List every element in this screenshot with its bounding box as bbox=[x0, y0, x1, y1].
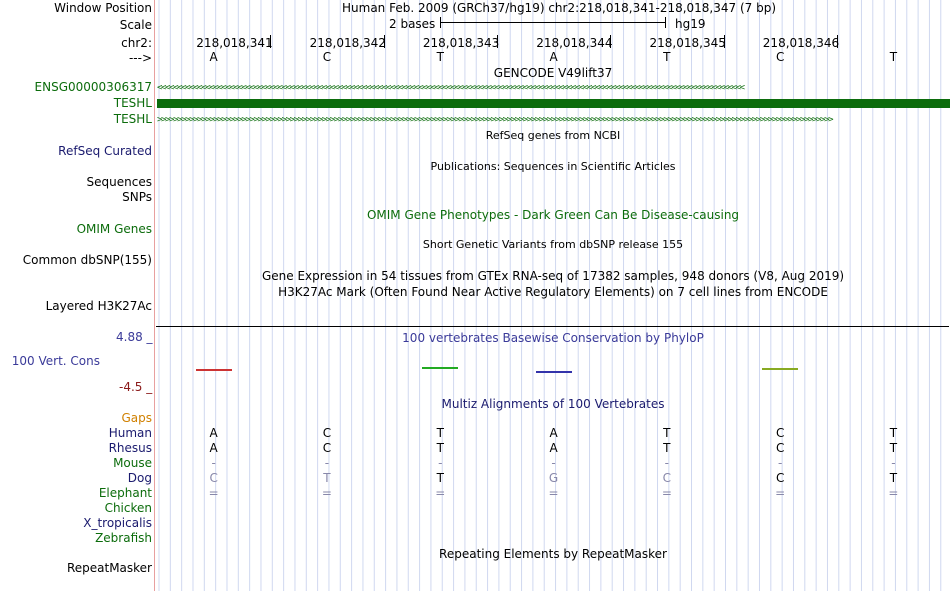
dbsnp-track-title: Short Genetic Variants from dbSNP release 155 bbox=[422, 238, 684, 251]
multiz-species-label[interactable]: Elephant bbox=[98, 486, 152, 500]
multiz-species-label[interactable]: Human bbox=[108, 426, 152, 440]
multiz-base: T bbox=[889, 441, 898, 455]
gtex-track-title: Gene Expression in 54 tissues from GTEx RNA-seq of 17382 samples, 948 donors (V8, Aug 2019) bbox=[261, 269, 845, 283]
conservation-mark bbox=[762, 368, 798, 370]
omim-label[interactable]: OMIM Genes bbox=[76, 222, 152, 236]
multiz-species-label[interactable]: X_tropicalis bbox=[83, 516, 152, 530]
gencode-feature-teshl-exon[interactable] bbox=[157, 99, 950, 108]
conservation-max-label: 4.88 _ bbox=[116, 330, 153, 344]
multiz-base: T bbox=[323, 471, 331, 485]
multiz-base: A bbox=[549, 441, 558, 455]
multiz-base: C bbox=[209, 471, 218, 485]
ruler-position: 218,018,343 bbox=[422, 36, 500, 50]
multiz-base: A bbox=[209, 426, 218, 440]
reference-base[interactable]: A bbox=[209, 50, 218, 64]
multiz-base: - bbox=[891, 456, 896, 470]
multiz-species-label[interactable]: Mouse bbox=[113, 456, 152, 470]
dbsnp-label[interactable]: Common dbSNP(155) bbox=[22, 253, 152, 267]
chrom-label[interactable]: chr2: bbox=[121, 36, 152, 50]
label-panel-divider bbox=[154, 0, 155, 591]
multiz-species-label[interactable]: Rhesus bbox=[108, 441, 152, 455]
conservation-mark bbox=[536, 371, 572, 373]
multiz-base: T bbox=[436, 471, 444, 485]
conservation-track-title: 100 vertebrates Basewise Conservation by PhyloP bbox=[402, 331, 704, 345]
conservation-min-label: -4.5 _ bbox=[119, 380, 153, 394]
multiz-base: = bbox=[888, 486, 899, 500]
gencode-track-title: GENCODE V49lift37 bbox=[493, 66, 613, 80]
multiz-base: = bbox=[775, 486, 786, 500]
scale-label: Scale bbox=[119, 18, 152, 32]
multiz-base: C bbox=[775, 471, 785, 485]
gencode-feature-reverse[interactable]: <<<<<<<<<<<<<<<<<<<<<<<<<<<<<<<<<<<<<<<<<<<<<<<<<<<<<<<<<<<<<<<<<<<<<<<<<<<<<<<<<<<<<<<<<<<<<<<<<<<<<<<<<<<<<<<<<<<<<<<<<<<<<<<<<<<<<<<<<<<<<<<<<< bbox=[157, 83, 744, 93]
omim-track-title: OMIM Gene Phenotypes - Dark Green Can Be Disease-causing bbox=[366, 208, 740, 222]
reference-base[interactable]: A bbox=[549, 50, 558, 64]
gencode-label-teshl-2[interactable]: TESHL bbox=[113, 112, 152, 126]
reference-base[interactable]: C bbox=[775, 50, 785, 64]
multiz-base: A bbox=[209, 441, 218, 455]
ruler-position: 218,018,346 bbox=[762, 36, 840, 50]
gencode-label-teshl-1[interactable]: TESHL bbox=[113, 96, 152, 110]
multiz-base: C bbox=[662, 471, 672, 485]
multiz-base: C bbox=[775, 426, 785, 440]
multiz-base: = bbox=[435, 486, 446, 500]
reference-base[interactable]: C bbox=[322, 50, 332, 64]
window-position-label: Window Position bbox=[54, 1, 152, 15]
multiz-base: - bbox=[324, 456, 330, 470]
publications-label-snps[interactable]: SNPs bbox=[122, 190, 152, 204]
multiz-base: - bbox=[438, 456, 443, 470]
multiz-base: T bbox=[663, 426, 671, 440]
multiz-base: A bbox=[549, 426, 558, 440]
repeatmasker-label[interactable]: RepeatMasker bbox=[66, 561, 152, 575]
multiz-base: = bbox=[548, 486, 559, 500]
multiz-base: C bbox=[775, 441, 785, 455]
ruler-position: 218,018,342 bbox=[309, 36, 386, 50]
conservation-mark bbox=[196, 369, 232, 371]
multiz-base: T bbox=[889, 426, 898, 440]
multiz-base: = bbox=[661, 486, 672, 500]
multiz-species-label[interactable]: Zebrafish bbox=[95, 531, 152, 545]
ruler-position: 218,018,341 bbox=[196, 36, 273, 50]
conservation-mark bbox=[422, 367, 458, 369]
multiz-base: C bbox=[322, 441, 332, 455]
multiz-base: C bbox=[322, 426, 332, 440]
multiz-gaps-label[interactable]: Gaps bbox=[121, 411, 152, 425]
h3k27ac-label[interactable]: Layered H3K27Ac bbox=[45, 299, 152, 313]
multiz-base: - bbox=[664, 456, 670, 470]
multiz-base: - bbox=[777, 456, 783, 470]
multiz-base: T bbox=[436, 426, 444, 440]
multiz-base: T bbox=[889, 471, 898, 485]
conservation-label[interactable]: 100 Vert. Cons bbox=[11, 354, 100, 368]
multiz-base: G bbox=[548, 471, 559, 485]
refseq-track-title: RefSeq genes from NCBI bbox=[485, 129, 621, 142]
strand-label[interactable]: ---> bbox=[128, 51, 152, 65]
multiz-base: = bbox=[208, 486, 219, 500]
multiz-track-title: Multiz Alignments of 100 Vertebrates bbox=[441, 397, 665, 411]
multiz-base: T bbox=[436, 441, 444, 455]
multiz-base: - bbox=[551, 456, 556, 470]
reference-base[interactable]: T bbox=[663, 50, 671, 64]
ruler-position: 218,018,344 bbox=[536, 36, 613, 50]
window-position-value[interactable]: Human Feb. 2009 (GRCh37/hg19) chr2:218,018,341-218,018,347 (7 bp) bbox=[342, 1, 777, 15]
multiz-species-label[interactable]: Dog bbox=[127, 471, 152, 485]
reference-base[interactable]: T bbox=[436, 50, 444, 64]
reference-base[interactable]: T bbox=[889, 50, 898, 64]
gencode-feature-forward[interactable]: >>>>>>>>>>>>>>>>>>>>>>>>>>>>>>>>>>>>>>>>>>>>>>>>>>>>>>>>>>>>>>>>>>>>>>>>>>>>>>>>>>>>>>>>>>>>>>>>>>>>>>>>>>>>>>>>>>>>>>>>>>>>>>>>>>>>>>>>>>>>>>>>>>>>>>>>>>>>>>>>>>>>>>>> bbox=[157, 115, 833, 125]
h3k27ac-baseline bbox=[156, 326, 949, 327]
scale-bar bbox=[440, 22, 666, 23]
h3k27ac-track-title: H3K27Ac Mark (Often Found Near Active Regulatory Elements) on 7 cell lines from ENCODE bbox=[278, 285, 828, 299]
scale-assembly: hg19 bbox=[675, 17, 706, 31]
repeatmasker-track-title: Repeating Elements by RepeatMasker bbox=[439, 547, 667, 561]
gencode-label-ensg[interactable]: ENSG00000306317 bbox=[34, 80, 152, 94]
publications-track-title: Publications: Sequences in Scientific Articles bbox=[430, 160, 676, 173]
scale-text: 2 bases bbox=[389, 17, 436, 31]
refseq-label[interactable]: RefSeq Curated bbox=[58, 144, 152, 158]
ruler-position: 218,018,345 bbox=[649, 36, 726, 50]
multiz-base: - bbox=[211, 456, 216, 470]
multiz-base: T bbox=[663, 441, 671, 455]
multiz-species-label[interactable]: Chicken bbox=[104, 501, 152, 515]
publications-label-sequences[interactable]: Sequences bbox=[86, 175, 152, 189]
multiz-base: = bbox=[321, 486, 332, 500]
